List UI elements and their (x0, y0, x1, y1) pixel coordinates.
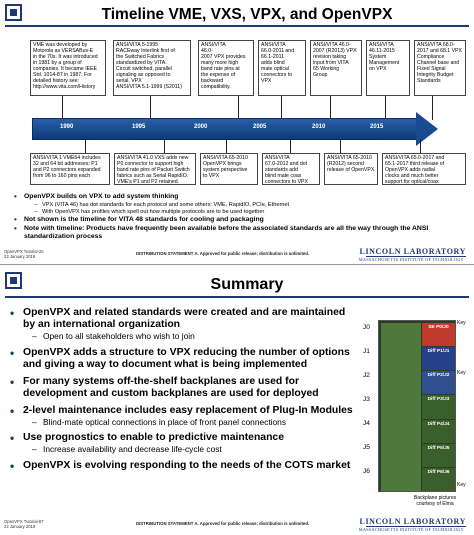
connector-label: J3 (363, 396, 370, 403)
bullet-item: • OpenVPX adds a structure to VPX reducing the number of options and giving a way to document what is being implemented (10, 347, 358, 371)
key-label: Key (457, 482, 466, 488)
sub-bullet-item: – With OpenVPX has profiles which spell out how multiple protocols are to be used together (14, 209, 454, 216)
connector-line (164, 139, 165, 154)
bullet-item: • OpenVPX is evolving responding to the needs of the COTS market (10, 460, 358, 472)
slide-footer (0, 514, 474, 534)
timeline-box-vita66: ANSI/VITA 66.0-2011 and 66.1-2011 adds blind mate optical connectors to VPX (258, 40, 306, 96)
bullet-item: • OpenVPX builds on VPX to add system thinking (14, 193, 454, 201)
timeline-box-vme: VME was developed by Motorola as VERSABus-E in the 70s. It was introduced in 1981 by a group of companies. It became IEEE Std. 1014-87 in 1987. For detailed history see: http://www.vita.com/History (30, 40, 106, 96)
timeline-notes (14, 193, 454, 242)
footer-date: OpenVPX Tutorial-87 22 January 2019 (4, 519, 44, 529)
timeline-box-raceway: ANSI/VITA 5-1995 RACEway Interlink first of the Switched Fabrics standardized by VITA. Circuit switched, parallel signaling as opposed to serial. VPX ANSI/VITA 5.1-1999 (S2011) (113, 40, 191, 96)
year-label: 2010 (312, 124, 326, 130)
timeline-box-vita46-11: ANSI/VITA 46.11-2015 System Management on VPX (366, 40, 410, 96)
sub-bullet-item: – Blind-mate optical connections in place of front panel connections (10, 417, 358, 428)
connector-segment: SE P0/J0 (422, 323, 455, 346)
year-label: 2005 (253, 124, 267, 130)
bullet-item: • Use prognostics to enable to predictive maintenance (10, 432, 358, 444)
connector-label: J2 (363, 372, 370, 379)
connector-line (226, 139, 227, 154)
connector-segment: Diff P3/J3 (422, 395, 455, 418)
connector-segment: Diff P5/J5 (422, 444, 455, 467)
timeline-bar (32, 118, 417, 140)
backplane-board (381, 323, 421, 491)
footer-lab-name: LINCOLN LABORATORY (359, 517, 466, 526)
bullet-item: • Note with timeline: Products have frequently been available before the associated standards are all the way through the ANSI standardization process (14, 225, 454, 241)
summary-list (10, 302, 358, 472)
bullet-item: • 2-level maintenance includes easy replacement of Plug-In Modules (10, 405, 358, 417)
timeline-box-vita67: ANSI/VITA 67.0-2012 and dot standards add blind mate coax connectors to VPX (262, 153, 320, 185)
timeline-box-openvpx-2017: ANSI/VITA 65.0-2017 and 65.1-2017 third release of OpenVPX adds radial clocks and much better support for optical/coax (382, 153, 466, 185)
footer-lab-sub: MASSACHUSETTS INSTITUTE OF TECHNOLOGY (358, 257, 464, 262)
timeline-box-openvpx: ANSI/VITA 65-2010 OpenVPX brings system perspective to VPX (200, 153, 258, 185)
lincoln-logo-icon (5, 4, 22, 21)
bullet-item: • Not shown is the timeline for VITA 48 standards for cooling and packaging (14, 216, 454, 224)
lincoln-logo-icon (5, 272, 22, 289)
connector-segment: Diff P1/J1 (422, 347, 455, 370)
connector-line (290, 139, 291, 154)
connector-line (85, 139, 86, 154)
backplane-connector-column (422, 323, 455, 491)
sub-bullet-item: – Increase availability and decrease life-cycle cost (10, 444, 358, 455)
connector-segment: Diff P4/J4 (422, 420, 455, 443)
title-divider (5, 25, 469, 27)
connector-line (62, 96, 63, 120)
connector-line (238, 96, 239, 120)
connector-label: J5 (363, 444, 370, 451)
year-label: 2000 (194, 124, 208, 130)
key-label: Key (457, 320, 466, 326)
backplane-picture (378, 320, 456, 492)
year-label: 2015 (370, 124, 384, 130)
year-label: 1990 (60, 124, 74, 130)
timeline-box-vpx-revision: ANSI/VITA 46.0- 2007 (R2013) VPX revision taking input from VITA 65 Working Group (310, 40, 362, 96)
title-divider (5, 296, 469, 298)
connector-label: J1 (363, 348, 370, 355)
timeline-box-vxs: ANSI/VITA 41.0 VXS adds new P0 connector to support high band rate pins of Packet Switch fabrics such as Serial RapidIO. VME's P1 and P2 retained. (114, 153, 196, 185)
footer-distribution: DISTRIBUTION STATEMENT A. Approved for public release; distribution is unlimited. (136, 251, 310, 256)
sub-bullet-item: – Open to all stakeholders who wish to join (10, 331, 358, 342)
slide-footer (0, 244, 474, 264)
connector-label: J4 (363, 420, 370, 427)
bullet-item: • For many systems off-the-shelf backplanes are used for development and custom backplanes are used for deployed (10, 376, 358, 400)
footer-date: OpenVPX Tutorial-20 22 January 2019 (4, 249, 44, 259)
slide-title: Timeline VME, VXS, VPX, and OpenVPX (101, 6, 393, 23)
footer-distribution: DISTRIBUTION STATEMENT A. Approved for public release; distribution is unlimited. (136, 521, 310, 526)
bullet-item: • OpenVPX and related standards were created and are maintained by an international organization (10, 307, 358, 331)
connector-label: J0 (363, 324, 370, 331)
connector-line (281, 96, 282, 120)
connector-label: J6 (363, 468, 370, 475)
key-label: Key (457, 370, 466, 376)
summary-slide (0, 268, 474, 535)
connector-line (150, 96, 151, 120)
footer-lab-name: LINCOLN LABORATORY (359, 247, 466, 256)
timeline-slide (0, 0, 474, 265)
footer-lab-sub: MASSACHUSETTS INSTITUTE OF TECHNOLOGY (358, 527, 464, 532)
connector-segment: Diff P2/J2 (422, 371, 455, 394)
timeline-box-vita68: ANSI/VITA 68.0- 2017 and 68.1 VPX Compliance Channel base and Fixed Signal Integrity Budget Standards (414, 40, 466, 96)
timeline-box-vpx: ANSI/VITA 46.0- 2007 VPX provides many more high band rate pins at the expense of backward compatibility. (198, 40, 254, 96)
slide-title: Summary (210, 276, 284, 293)
connector-line (420, 139, 421, 154)
connector-line (385, 96, 386, 120)
connector-segment: Diff P6/J6 (422, 468, 455, 491)
connector-line (330, 96, 331, 120)
picture-credit: Backplane pictures courtesy of Elma (413, 495, 457, 507)
connector-line (340, 139, 341, 154)
sub-bullet-item: – VPX (VITA 46) has dot standards for each protocol and some others: VME, RapidIO, PCIe, Ethernet (14, 202, 454, 209)
year-label: 1995 (132, 124, 146, 130)
timeline-box-vme64: ANSI/VITA 1 VME64 includes 32 and 64 bit addresses: P1 and P2 connectors expanded from 96 to 160 pins each (30, 153, 110, 185)
timeline-box-openvpx-2012: ANSI/VITA 65-2010 (R2012) second release of OpenVPX (324, 153, 378, 185)
